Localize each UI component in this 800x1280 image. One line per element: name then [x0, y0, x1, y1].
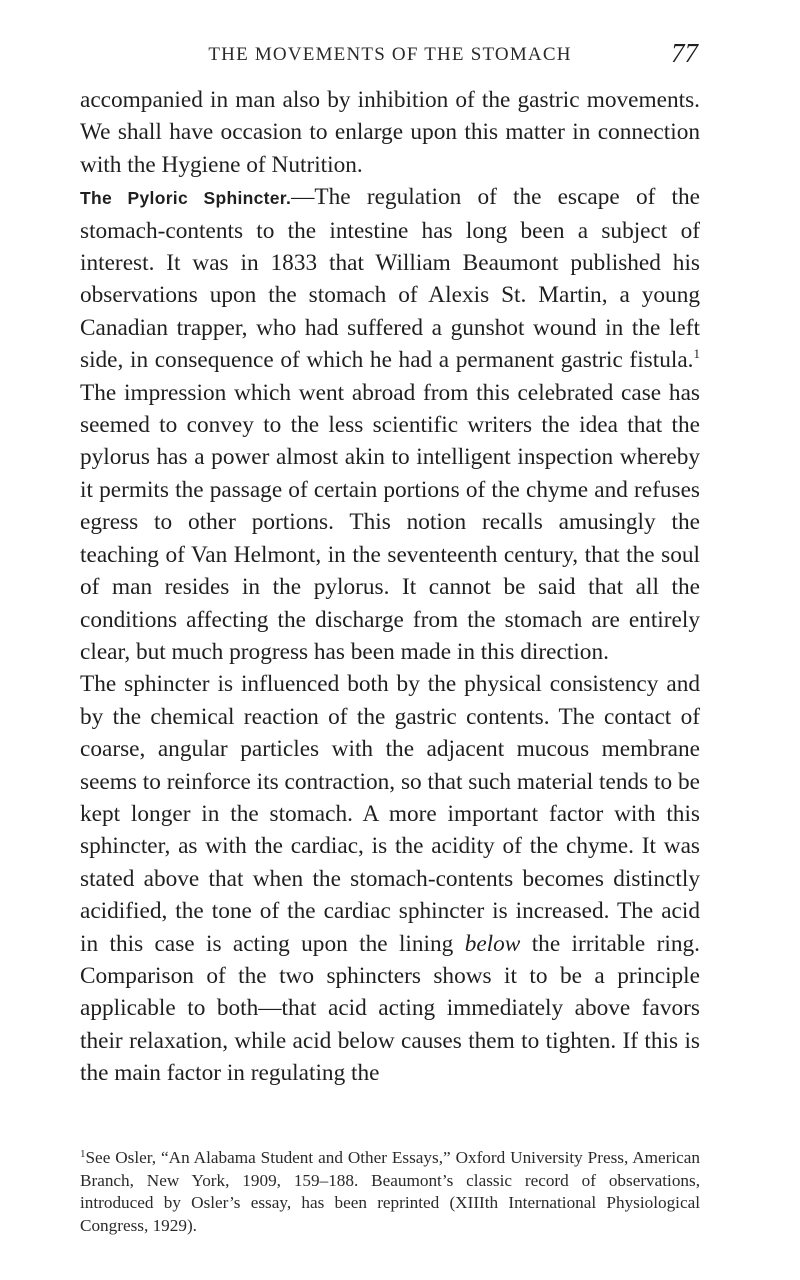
- running-title: THE MOVEMENTS OF THE STOMACH: [208, 44, 572, 65]
- footnote-marker: 1: [80, 1148, 86, 1160]
- section-heading: The Pyloric Sphincter.: [80, 188, 292, 209]
- footnote-text: See Osler, “An Alabama Student and Other Essays,” Oxford University Press, American Branch, New York, 1909, 159–188. Beaumont’s classic record of observations, introduced by Osler’s essay, has been reprinted (XIIIth International Physiological Congress, 1929).: [80, 1148, 700, 1236]
- paragraph-3-text-b: the irritable ring. Comparison of the two sphincters shows it to be a principle applicable to both—that acid acting immediately above favors their relaxation, while acid below causes them to tighten. If this is the main factor in regulating the: [80, 930, 700, 1087]
- book-page: [80, 0, 700, 1280]
- paragraph-2: [80, 181, 700, 668]
- page-number: 77: [671, 38, 698, 68]
- paragraph-1: [80, 84, 700, 181]
- footnote: [80, 1147, 700, 1238]
- paragraph-3-text-a: The sphincter is influenced both by the physical consistency and by the chemical reaction of the gastric contents. The contact of coarse, angular particles with the adjacent mucous membrane seems to reinforce its contraction, so that such material tends to be kept longer in the stomach. A more important factor with this sphincter, as with the cardiac, is the acidity of the chyme. It was stated above that when the stomach-contents becomes distinctly acidified, the tone of the cardiac sphincter is increased. The acid in this case is acting upon the lining: [80, 671, 700, 957]
- running-head: [80, 38, 700, 68]
- body-text: [80, 84, 700, 1090]
- paragraph-1-text: accompanied in man also by inhibition of the gastric movements. We shall have occasion to enlarge upon this matter in connection with the Hygiene of Nutrition.: [80, 87, 700, 178]
- footnote-reference: 1: [693, 346, 700, 362]
- emphasis-below: below: [464, 930, 521, 957]
- paragraph-2-text-a: —The regulation of the escape of the stomach-contents to the intestine has long been a subject of interest. It was in 1833 that William Beaumont published his observations upon the stomach of Alexis St. Martin, a young Canadian trapper, who had suffered a gunshot wound in the left side, in consequence of which he had a permanent gastric fistula.: [80, 184, 700, 374]
- paragraph-3: [80, 668, 700, 1089]
- paragraph-2-text-b: The impression which went abroad from this celebrated case has seemed to convey to the less scientific writers the idea that the pylorus has a power almost akin to intelligent inspection whereby it permits the passage of certain portions of the chyme and refuses egress to other portions. This notion recalls amusingly the teaching of Van Helmont, in the seventeenth century, that the soul of man resides in the pylorus. It cannot be said that all the conditions affecting the discharge from the stomach are entirely clear, but much progress has been made in this direction.: [80, 379, 700, 665]
